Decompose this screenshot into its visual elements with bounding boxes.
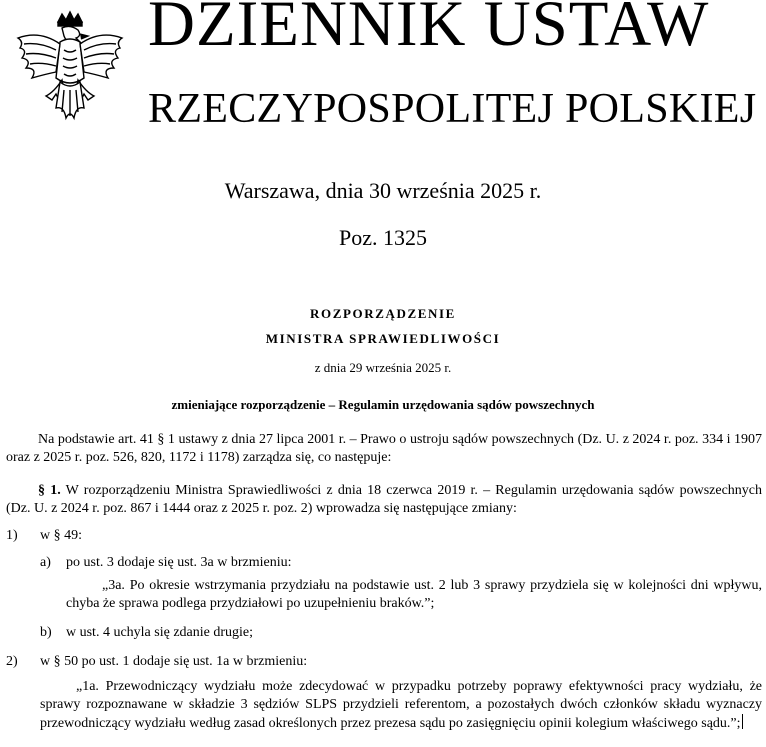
act-date: z dnia 29 września 2025 r. bbox=[314, 360, 452, 375]
item-2-quote-text: „1a. Przewodniczący wydziału może zdecydować w przypadku potrzeby poprawy efektywności pracy wydziału, że sprawy rozpoznawane w składzie 3 sędziów SLPS przydzieli referentom, a pozostałych dwóch członków składu wyznaczy przewodniczący wydziału według zasad określonych przez prezesa sądu po zasięgnięciu opinii kolegium właściwego sądu.”; bbox=[40, 679, 762, 731]
masthead-title: DZIENNIK USTAW bbox=[148, 0, 710, 60]
item-1a-letter: a) bbox=[40, 555, 51, 570]
item-1a-quote: „3a. Po okresie wstrzymania przydziału na podstawie ust. 2 lub 3 sprawy przydziela się w kolejności dni wpływu, chyba że sprawa podlega przydziałowi po uzupełnieniu braków.”; bbox=[66, 578, 762, 611]
item-1b-letter: b) bbox=[40, 625, 52, 640]
item-2-quote[interactable] bbox=[40, 678, 762, 733]
paragraph-1-label: § 1. bbox=[38, 483, 61, 498]
item-2-number: 2) bbox=[6, 654, 18, 669]
item-2-text: w § 50 po ust. 1 dodaje się ust. 1a w brzmieniu: bbox=[40, 654, 308, 669]
issue-position: Poz. 1325 bbox=[339, 225, 427, 250]
act-author: MINISTRA SPRAWIEDLIWOŚCI bbox=[265, 331, 501, 346]
item-1-text: w § 49: bbox=[40, 528, 82, 543]
polish-eagle-emblem-icon bbox=[10, 8, 130, 130]
paragraph-1 bbox=[6, 482, 762, 518]
act-type: ROZPORZĄDZENIE bbox=[310, 306, 456, 321]
masthead-subtitle: RZECZYPOSPOLITEJ POLSKIEJ bbox=[148, 86, 757, 132]
preamble: Na podstawie art. 41 § 1 ustawy z dnia 27 lipca 2001 r. – Prawo o ustroju sądów powszechnych (Dz. U. z 2024 r. poz. 334 i 1907 oraz z 2025 r. poz. 526, 820, 1172 i 1178) zarządza się, co następuje: bbox=[6, 432, 762, 465]
issue-dateline: Warszawa, dnia 30 września 2025 r. bbox=[224, 178, 542, 203]
item-1b-text: w ust. 4 uchyla się zdanie drugie; bbox=[66, 625, 254, 640]
text-cursor bbox=[742, 714, 743, 729]
item-1a-text: po ust. 3 dodaje się ust. 3a w brzmieniu: bbox=[66, 555, 292, 570]
paragraph-1-text: W rozporządzeniu Ministra Sprawiedliwości z dnia 18 czerwca 2019 r. – Regulamin urzędowania sądów powszechnych (Dz. U. z 2024 r. poz. 867 i 1444 oraz z 2025 r. poz. 2) wprowadza się następujące zmiany: bbox=[6, 483, 763, 516]
act-subject: zmieniające rozporządzenie – Regulamin urzędowania sądów powszechnych bbox=[171, 397, 595, 412]
item-1-number: 1) bbox=[6, 528, 18, 543]
